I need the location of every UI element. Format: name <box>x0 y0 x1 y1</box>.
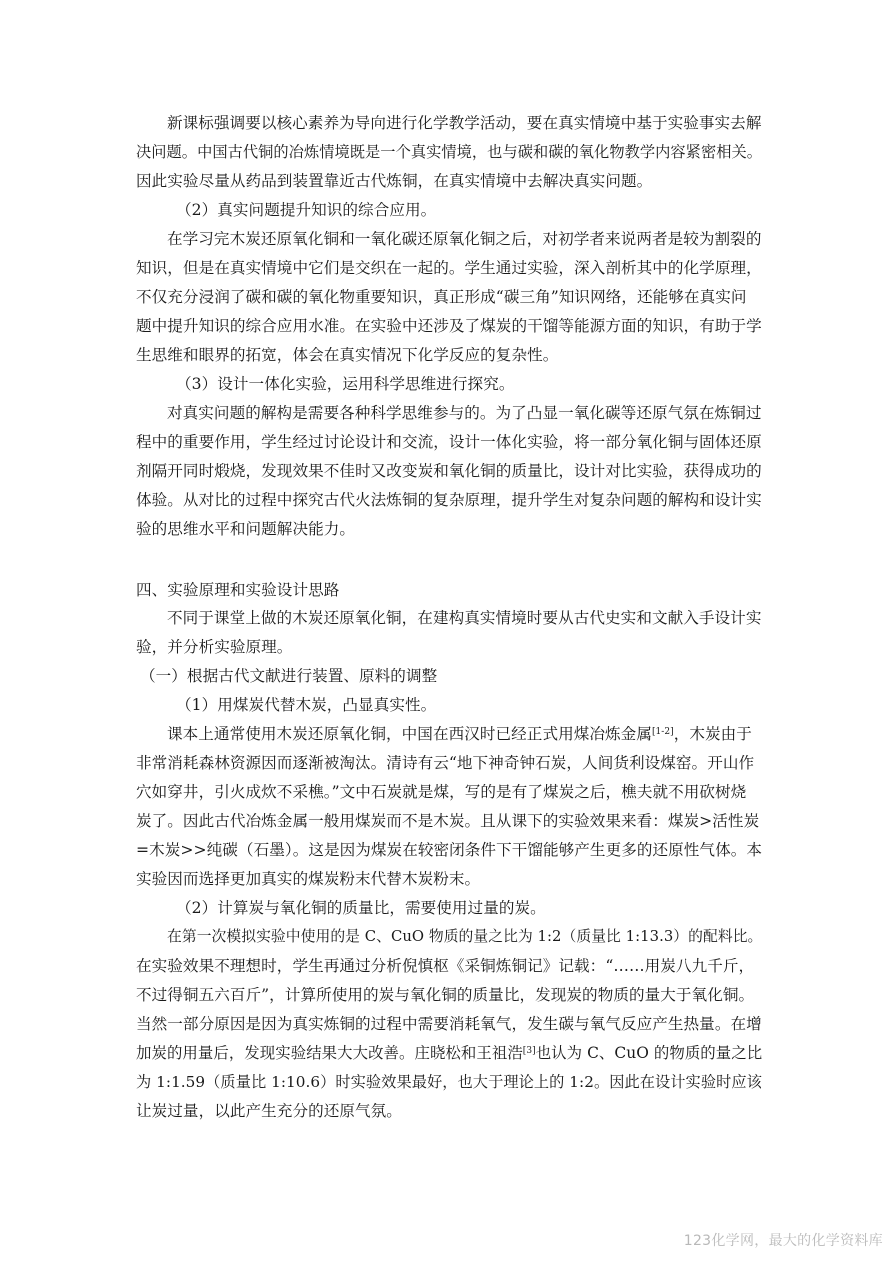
text-line: 穴如穿井，引火成炊不采樵。”文中石炭就是煤，写的是有了煤炭之后，樵夫就不用砍树烧 <box>136 783 747 801</box>
citation-ref: [3] <box>522 1046 536 1056</box>
text-line: 在第一次模拟实验中使用的是 C、CuO 物质的量之比为 1:2（质量比 1:13.3）的配料比。 <box>167 928 763 945</box>
text-line: 实验因而选择更加真实的煤炭粉末代替木炭粉末。 <box>136 870 481 888</box>
text-line: 知识，但是在真实情境中它们是交织在一起的。学生通过实验，深入剖析其中的化学原理， <box>136 259 762 277</box>
text-line: 在实验效果不理想时，学生再通过分析倪慎枢《采铜炼铜记》记载：“……用炭八九千斤， <box>136 957 755 975</box>
text-line: 体验。从对比的过程中探究古代火法炼铜的复杂原理，提升学生对复杂问题的解构和设计实 <box>136 491 762 509</box>
text-line: 因此实验尽量从药品到装置靠近古代炼铜，在真实情境中去解决真实问题。 <box>136 172 653 190</box>
text-line: 验，并分析实验原理。 <box>136 638 293 656</box>
watermark: 123化学网，最大的化学资料库 <box>683 1233 883 1249</box>
text-line: 为 1:1.59（质量比 1:10.6）时实验效果最好，也大于理论上的 1:2。因此在设计实验时应该 <box>136 1073 762 1091</box>
subheading: （2）真实问题提升知识的综合应用。 <box>176 201 437 219</box>
subheading: （1）用煤炭代替木炭，凸显真实性。 <box>176 696 437 714</box>
subheading: （2）计算炭与氧化铜的质量比，需要使用过量的炭。 <box>176 899 546 917</box>
section-heading: 四、实验原理和实验设计思路 <box>136 581 340 599</box>
text-line: 决问题。中国古代铜的冶炼情境既是一个真实情境，也与碳和碳的氧化物教学内容紧密相关。 <box>136 143 763 161</box>
text-line: 让炭过量，以此产生充分的还原气氛。 <box>136 1102 402 1120</box>
text-line: 非常消耗森林资源因而逐渐被淘汰。清诗有云“地下神奇钟石炭，人间货利设煤窑。开山作 <box>136 754 755 772</box>
text-line: 新课标强调要以核心素养为导向进行化学教学活动，要在真实情境中基于实验事实去解 <box>167 114 762 132</box>
text-run: 课本上通常使用木炭还原氧化铜，中国在西汉时已经正式用煤冶炼金属 <box>167 725 652 743</box>
text-line: 不同于课堂上做的木炭还原氧化铜，在建构真实情境时要从古代史实和文献入手设计实 <box>167 609 762 627</box>
text-line: 剂隔开同时煅烧，发现效果不佳时又改变炭和氧化铜的质量比，设计对比实验，获得成功的 <box>136 462 762 480</box>
text-line: 在学习完木炭还原氧化铜和一氧化碳还原氧化铜之后，对初学者来说两者是较为割裂的 <box>167 230 762 248</box>
text-line: 程中的重要作用，学生经过讨论设计和交流，设计一体化实验，将一部分氧化铜与固体还原 <box>136 433 762 451</box>
text-run: 加炭的用量后，发现实验结果大大改善。庄晓松和王祖浩 <box>136 1044 523 1062</box>
text-run: 也认为 C、CuO 的物质的量之比 <box>535 1044 763 1062</box>
text-line <box>136 1043 762 1064</box>
text-line: 不仅充分浸润了碳和碳的氧化物重要知识，真正形成“碳三角”知识网络，还能够在真实问 <box>136 288 747 306</box>
text-line: 不过得铜五六百斤”，计算所使用的炭与氧化铜的质量比，发现炭的物质的量大于氧化铜。 <box>136 986 755 1004</box>
text-line: 当然一部分原因是因为真实炼铜的过程中需要消耗氧气，发生碳与氧气反应产生热量。在增 <box>136 1015 762 1033</box>
text-line: 题中提升知识的综合应用水准。在实验中还涉及了煤炭的干馏等能源方面的知识，有助于学 <box>136 317 762 335</box>
text-line: 生思维和眼界的拓宽，体会在真实情况下化学反应的复杂性。 <box>136 346 559 364</box>
text-line: =木炭>>纯碳（石墨）。这是因为煤炭在较密闭条件下干馏能够产生更多的还原性气体。本 <box>136 841 763 859</box>
subsection-heading: （一）根据古代文献进行装置、原料的调整 <box>140 667 438 685</box>
text-line: 炭了。因此古代冶炼金属一般用煤炭而不是木炭。且从课下的实验效果来看：煤炭>活性炭 <box>136 812 760 830</box>
text-run: ，木炭由于 <box>673 725 752 743</box>
subheading: （3）设计一体化实验，运用科学思维进行探究。 <box>176 375 515 393</box>
citation-ref: [1-2] <box>651 727 674 737</box>
text-line: 对真实问题的解构是需要各种科学思维参与的。为了凸显一氧化碳等还原气氛在炼铜过 <box>167 404 762 422</box>
text-line: 验的思维水平和问题解决能力。 <box>136 520 356 538</box>
text-line <box>167 724 752 745</box>
